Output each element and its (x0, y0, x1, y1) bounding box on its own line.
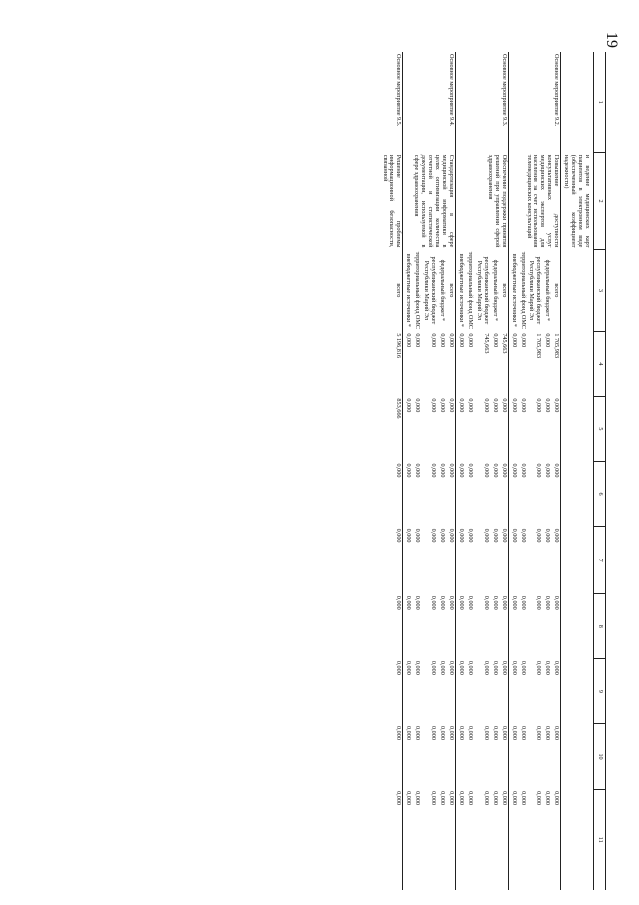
funding-source: внебюджетные источники * (510, 253, 518, 327)
separator-cell (455, 527, 456, 594)
value-cell: 0,000 (395, 660, 403, 675)
funding-source: территориальный фонд ОМС (466, 251, 474, 330)
value-cell: 0,000 (519, 791, 527, 805)
separator-cell (455, 396, 456, 461)
activity-name: Основное мероприятие 9.2. (553, 54, 561, 127)
column-header-6: 6 (594, 462, 606, 527)
value-cell: 0,000 (405, 398, 413, 413)
funding-source: территориальный фонд ОМС (414, 251, 422, 330)
separator-cell (560, 153, 561, 250)
value-cell: 0,000 (500, 398, 508, 413)
value-cell: 0,000 (519, 463, 527, 478)
value-cell: 0,000 (405, 333, 413, 348)
carryover-empty-cell (561, 396, 594, 461)
value-cell: 0,000 (510, 595, 518, 610)
value-cell: 0,000 (458, 725, 465, 740)
value-cell: 0,000 (553, 528, 561, 543)
value-cell: 745,663 (500, 333, 508, 354)
value-cell: 0,000 (395, 725, 403, 740)
value-cell: 0,000 (439, 398, 447, 413)
value-cell: 0,000 (395, 595, 403, 610)
value-cell: 0,000 (466, 660, 474, 675)
value-cell: 0,000 (414, 660, 422, 675)
activity-separator (402, 52, 403, 890)
value-cell: 0,000 (553, 725, 561, 740)
value-cell: 0,000 (405, 463, 413, 478)
activity-name: Основное мероприятие 9.5. (395, 54, 403, 127)
funding-source: всего (395, 283, 403, 298)
separator-cell (402, 462, 403, 527)
column-header-11: 11 (594, 789, 606, 890)
value-cell: 0,000 (458, 463, 465, 478)
separator-cell (508, 396, 509, 461)
value-cell: 0,000 (466, 528, 474, 543)
value-cell: 0,000 (544, 463, 552, 478)
separator-cell (455, 594, 456, 659)
value-cell: 0,000 (535, 398, 543, 413)
funding-source: всего (500, 283, 508, 298)
column-header-10: 10 (594, 724, 606, 789)
separator-cell (560, 331, 561, 396)
value-cell: 0,000 (510, 725, 518, 740)
value-cell: 0,000 (553, 398, 561, 413)
table-row (380, 52, 403, 890)
value-cell: 0,000 (510, 333, 518, 348)
value-cell: 0,000 (466, 595, 474, 610)
value-cell: 0,000 (510, 791, 518, 805)
value-cell: 0,000 (519, 660, 527, 675)
activity-description: Повышение доступности консультативных услуг медицинских экспертов для населения за счет использования телемедицинских консультаций (525, 154, 561, 248)
carryover-empty-cell (561, 594, 594, 659)
value-cell: 0,000 (430, 333, 438, 348)
value-cell: 0,000 (466, 791, 474, 805)
carryover-description: и ведение медицинских карт пациентов в электронном виде (обеспеченный коэффициент надежности) (563, 154, 592, 248)
value-cell: 0,000 (553, 595, 561, 610)
separator-cell (455, 249, 456, 331)
value-cell: 0,000 (439, 725, 447, 740)
separator-cell (560, 527, 561, 594)
separator-cell (402, 153, 403, 250)
separator-cell (560, 52, 561, 153)
column-header-5: 5 (594, 396, 606, 461)
column-header-2: 2 (594, 153, 606, 250)
value-cell: 0,000 (439, 595, 447, 610)
value-cell: 0,000 (414, 595, 422, 610)
table-row (446, 52, 455, 890)
carryover-empty-cell (561, 462, 594, 527)
value-cell: 0,000 (466, 463, 474, 478)
value-cell: 0,000 (466, 725, 474, 740)
value-cell: 0,000 (430, 398, 438, 413)
value-cell: 0,000 (535, 528, 543, 543)
carryover-empty-cell (561, 724, 594, 789)
value-cell: 0,000 (491, 463, 499, 478)
value-cell: 0,000 (439, 660, 447, 675)
value-cell: 0,000 (405, 528, 413, 543)
value-cell: 0,000 (491, 595, 499, 610)
value-cell: 0,000 (414, 463, 422, 478)
separator-cell (508, 153, 509, 250)
table-row (499, 52, 508, 890)
activity-description: Обеспечение поддержки принятия решений при управлении сферой здравоохранения (486, 154, 508, 248)
separator-cell (508, 724, 509, 789)
separator-cell (402, 396, 403, 461)
separator-cell (402, 724, 403, 789)
value-cell: 0,000 (414, 333, 422, 348)
activity-description: Стандартизация в сфере медицинской информатики в целях оптимизации количества отчетной и статистической документации, используемой в сфере здравоохранения (413, 154, 456, 248)
value-cell: 0,000 (458, 528, 465, 543)
value-cell: 0,000 (544, 660, 552, 675)
value-cell: 0,000 (491, 398, 499, 413)
value-cell: 0,000 (500, 725, 508, 740)
separator-cell (560, 789, 561, 890)
value-cell: 0,000 (500, 791, 508, 805)
funding-source: федеральный бюджет * (439, 259, 447, 322)
value-cell: 0,000 (510, 398, 518, 413)
value-cell: 0,000 (458, 791, 465, 805)
value-cell: 0,000 (500, 528, 508, 543)
funding-source: федеральный бюджет * (544, 259, 552, 322)
table-row (551, 52, 560, 890)
value-cell: 745,663 (482, 333, 490, 354)
funding-source: республиканский бюджет Республики Марий Эл (475, 256, 490, 325)
value-cell: 0,000 (491, 528, 499, 543)
value-cell: 0,000 (482, 725, 490, 740)
value-cell: 0,000 (430, 595, 438, 610)
separator-cell (508, 52, 509, 153)
value-cell: 0,000 (544, 791, 552, 805)
value-cell: 0,000 (430, 528, 438, 543)
value-cell: 0,000 (414, 528, 422, 543)
page-number: 19 (603, 32, 620, 48)
column-header-1: 1 (594, 52, 606, 153)
value-cell: 0,000 (405, 595, 413, 610)
value-cell: 0,000 (553, 463, 561, 478)
value-cell: 0,000 (535, 791, 543, 805)
value-cell: 0,000 (405, 660, 413, 675)
separator-cell (402, 527, 403, 594)
value-cell: 0,000 (395, 463, 403, 478)
value-cell: 0,000 (491, 791, 499, 805)
separator-cell (508, 249, 509, 331)
funding-source: внебюджетные источники * (458, 253, 465, 327)
carryover-empty-cell (561, 331, 594, 396)
separator-cell (402, 331, 403, 396)
separator-cell (560, 249, 561, 331)
landscape-table-frame (104, 52, 606, 890)
value-cell: 0,000 (414, 725, 422, 740)
carryover-activity (561, 52, 594, 153)
value-cell: 0,000 (482, 595, 490, 610)
funding-source: республиканский бюджет Республики Марий Эл (423, 256, 438, 325)
separator-cell (508, 659, 509, 724)
value-cell: 0,000 (519, 333, 527, 348)
value-cell: 0,000 (491, 333, 499, 348)
value-cell: 1 705,983 (535, 333, 543, 359)
separator-cell (402, 52, 403, 153)
value-cell: 0,000 (448, 398, 456, 413)
value-cell: 0,000 (439, 333, 447, 348)
value-cell: 0,000 (395, 528, 403, 543)
activity-separator (508, 52, 509, 890)
value-cell: 0,000 (448, 595, 456, 610)
separator-cell (455, 462, 456, 527)
value-cell: 0,000 (430, 463, 438, 478)
value-cell: 0,000 (519, 398, 527, 413)
separator-cell (455, 724, 456, 789)
value-cell: 0,000 (458, 595, 465, 610)
activity-name: Основное мероприятие 9.3. (500, 54, 508, 127)
activity-name: Основное мероприятие 9.4. (448, 54, 456, 127)
value-cell: 0,000 (544, 398, 552, 413)
value-cell: 0,000 (535, 595, 543, 610)
separator-cell (402, 594, 403, 659)
value-cell: 0,000 (395, 791, 403, 805)
funding-source: всего (553, 283, 561, 298)
value-cell: 0,000 (553, 660, 561, 675)
carryover-row (561, 52, 594, 890)
value-cell: 0,000 (482, 463, 490, 478)
value-cell: 0,000 (458, 660, 465, 675)
carryover-empty-cell (561, 249, 594, 331)
value-cell: 0,000 (510, 660, 518, 675)
separator-cell (402, 659, 403, 724)
funding-source: территориальный фонд ОМС (519, 251, 527, 330)
value-cell: 0,000 (448, 528, 456, 543)
value-cell: 5 196,816 (395, 333, 403, 359)
value-cell: 0,000 (535, 725, 543, 740)
value-cell: 0,000 (448, 791, 456, 805)
value-cell: 853,666 (395, 398, 403, 419)
value-cell: 0,000 (535, 660, 543, 675)
value-cell: 0,000 (482, 660, 490, 675)
value-cell: 0,000 (510, 463, 518, 478)
column-header-7: 7 (594, 527, 606, 594)
separator-cell (560, 724, 561, 789)
value-cell: 0,000 (544, 725, 552, 740)
header-row (594, 52, 606, 890)
value-cell: 0,000 (466, 398, 474, 413)
value-cell: 1 705,983 (553, 333, 561, 359)
column-header-8: 8 (594, 594, 606, 659)
value-cell: 0,000 (430, 660, 438, 675)
column-header-4: 4 (594, 331, 606, 396)
value-cell: 0,000 (491, 660, 499, 675)
value-cell: 0,000 (544, 595, 552, 610)
value-cell: 0,000 (553, 791, 561, 805)
value-cell: 0,000 (448, 333, 456, 348)
funding-source: всего (448, 283, 456, 298)
separator-cell (508, 331, 509, 396)
value-cell: 0,000 (500, 463, 508, 478)
value-cell: 0,000 (448, 660, 456, 675)
value-cell: 0,000 (448, 463, 456, 478)
value-cell: 0,000 (544, 528, 552, 543)
separator-cell (455, 789, 456, 890)
value-cell: 0,000 (500, 595, 508, 610)
value-cell: 0,000 (544, 333, 552, 348)
value-cell: 0,000 (519, 595, 527, 610)
value-cell: 0,000 (439, 528, 447, 543)
separator-cell (508, 789, 509, 890)
separator-cell (560, 659, 561, 724)
separator-cell (508, 462, 509, 527)
separator-cell (455, 153, 456, 250)
separator-cell (455, 331, 456, 396)
separator-cell (560, 462, 561, 527)
funding-source: внебюджетные источники * (405, 253, 413, 327)
value-cell: 0,000 (405, 725, 413, 740)
value-cell: 0,000 (535, 463, 543, 478)
rotated-table-area (104, 52, 606, 890)
value-cell: 0,000 (500, 660, 508, 675)
funding-table (380, 52, 606, 890)
value-cell: 0,000 (430, 791, 438, 805)
carryover-empty-cell (561, 527, 594, 594)
value-cell: 0,000 (430, 725, 438, 740)
separator-cell (560, 396, 561, 461)
separator-cell (508, 594, 509, 659)
funding-source: республиканский бюджет Республики Марий Эл (528, 256, 543, 325)
value-cell: 0,000 (482, 528, 490, 543)
value-cell: 0,000 (458, 333, 465, 348)
value-cell: 0,000 (510, 528, 518, 543)
value-cell: 0,000 (482, 791, 490, 805)
separator-cell (402, 789, 403, 890)
activity-description: Решение проблемы информационной безопасности, связанной (381, 154, 403, 248)
separator-cell (560, 594, 561, 659)
value-cell: 0,000 (519, 725, 527, 740)
value-cell: 0,000 (448, 725, 456, 740)
value-cell: 0,000 (482, 398, 490, 413)
separator-cell (508, 527, 509, 594)
value-cell: 0,000 (439, 791, 447, 805)
value-cell: 0,000 (491, 725, 499, 740)
value-cell: 0,000 (458, 398, 465, 413)
value-cell: 0,000 (414, 791, 422, 805)
value-cell: 0,000 (414, 398, 422, 413)
column-header-9: 9 (594, 659, 606, 724)
funding-source: федеральный бюджет * (491, 259, 499, 322)
separator-cell (402, 249, 403, 331)
value-cell: 0,000 (466, 333, 474, 348)
column-header-3: 3 (594, 249, 606, 331)
activity-separator (560, 52, 561, 890)
carryover-empty-cell (561, 659, 594, 724)
activity-separator (455, 52, 456, 890)
separator-cell (455, 659, 456, 724)
value-cell: 0,000 (405, 791, 413, 805)
value-cell: 0,000 (439, 463, 447, 478)
separator-cell (455, 52, 456, 153)
carryover-empty-cell (561, 789, 594, 890)
value-cell: 0,000 (519, 528, 527, 543)
